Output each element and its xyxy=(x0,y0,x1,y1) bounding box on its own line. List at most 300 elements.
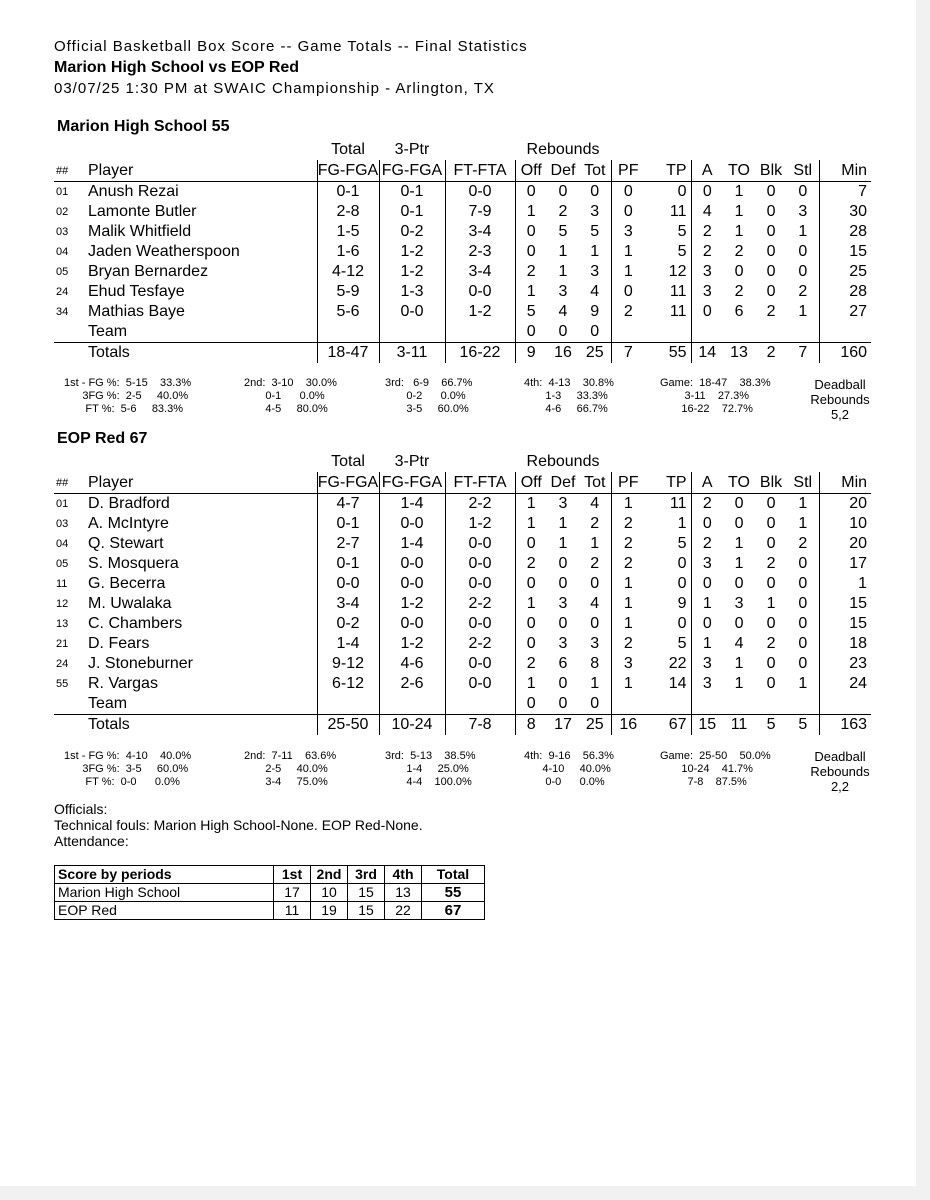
stat-tp: 5 xyxy=(645,242,691,262)
shooting-percentages-p4 xyxy=(524,377,614,416)
officials-line: Officials: xyxy=(54,801,108,817)
stat-to: 0 xyxy=(734,263,744,280)
stat-tp: 11 xyxy=(645,282,691,302)
stat-to: 2 xyxy=(734,243,744,260)
column-header-stl: Stl xyxy=(787,160,819,182)
stat-def: 0 xyxy=(558,615,568,632)
team-row-pf xyxy=(611,322,645,343)
stat-a: 3 xyxy=(702,263,712,280)
team-row-off: 0 xyxy=(515,694,547,715)
page-bottom-edge xyxy=(0,1186,930,1200)
column-header-def: Def xyxy=(547,160,579,182)
score-cell: 19 xyxy=(311,902,348,920)
stat-a: 3 xyxy=(702,555,712,572)
team-row-player: Team xyxy=(88,323,128,340)
percentage-line: 4th: 4-13 30.8% xyxy=(524,377,614,389)
team-row-fg3 xyxy=(379,694,445,715)
stat-def: 1 xyxy=(558,263,568,280)
stat-fg: 0-1 xyxy=(317,514,379,534)
stat-fg: 0-0 xyxy=(317,574,379,594)
stat-fg: 1-6 xyxy=(317,242,379,262)
percentage-line: 3-5 60.0% xyxy=(385,403,469,415)
column-header-fg3: FG-FGA xyxy=(379,160,445,182)
column-header-def: Def xyxy=(547,472,579,494)
jersey-number: 34 xyxy=(56,306,69,318)
stat-tot: 0 xyxy=(579,574,611,594)
group-spacer xyxy=(54,451,317,472)
stat-stl: 1 xyxy=(787,222,819,242)
percentage-line: Game: 18-47 38.3% xyxy=(660,377,771,389)
stat-to: 0 xyxy=(734,515,744,532)
stat-def: 6 xyxy=(558,655,568,672)
player-name: R. Vargas xyxy=(88,675,158,692)
player-name: Lamonte Butler xyxy=(88,203,197,220)
stat-min: 20 xyxy=(849,495,868,512)
stat-ft: 2-2 xyxy=(445,494,515,515)
percentage-line: FT %: 5-6 83.3% xyxy=(64,403,184,415)
player-name: Mathias Baye xyxy=(88,303,185,320)
stat-def: 3 xyxy=(558,283,568,300)
score-by-periods-header xyxy=(55,866,485,884)
stat-fg: 1-4 xyxy=(317,634,379,654)
stat-ft: 0-0 xyxy=(445,674,515,694)
stat-fg3: 1-2 xyxy=(379,634,445,654)
stat-stl: 0 xyxy=(787,594,819,614)
stat-stl: 0 xyxy=(787,574,819,594)
team-row-tp xyxy=(645,694,691,715)
stat-tp: 11 xyxy=(645,494,691,515)
attendance-line: Attendance: xyxy=(54,833,129,849)
totals-tot: 25 xyxy=(579,715,611,736)
column-header-fg: FG-FGA xyxy=(317,472,379,494)
stat-tot: 1 xyxy=(579,534,611,554)
jersey-number: 03 xyxy=(56,226,69,238)
jersey-number: 11 xyxy=(56,578,68,590)
stat-fg3: 0-0 xyxy=(379,614,445,634)
deadball-line: 5,2 xyxy=(830,407,850,422)
stat-pf: 1 xyxy=(623,595,633,612)
stat-tp: 22 xyxy=(645,654,691,674)
group-rebounds: Rebounds xyxy=(526,452,600,470)
stat-def: 1 xyxy=(558,243,568,260)
stat-pf: 1 xyxy=(623,575,633,592)
column-header-ft: FT-FTA xyxy=(445,472,515,494)
stat-fg3: 0-1 xyxy=(379,182,445,203)
player-row xyxy=(54,534,871,554)
stat-fg: 1-5 xyxy=(317,222,379,242)
percentage-line: 1st - FG %: 5-15 33.3% xyxy=(64,377,192,389)
score-by-periods-table xyxy=(54,865,485,920)
score-cell: 13 xyxy=(385,884,422,902)
stat-tot: 3 xyxy=(579,202,611,222)
stat-off: 1 xyxy=(515,594,547,614)
stat-blk: 0 xyxy=(766,515,776,532)
team-row-to xyxy=(723,322,755,343)
team-row-min xyxy=(819,322,871,343)
stat-pf: 0 xyxy=(623,283,633,300)
column-header-fg: FG-FGA xyxy=(317,160,379,182)
stat-blk: 0 xyxy=(766,655,776,672)
team-row-fg xyxy=(317,322,379,343)
stat-tot: 8 xyxy=(579,654,611,674)
stat-off: 0 xyxy=(515,614,547,634)
stat-off: 1 xyxy=(515,202,547,222)
stat-stl: 0 xyxy=(787,262,819,282)
shooting-percentages-p3 xyxy=(385,377,472,416)
stat-fg: 4-12 xyxy=(317,262,379,282)
shooting-percentages-p1 xyxy=(64,750,191,789)
stat-stl: 1 xyxy=(787,674,819,694)
team-row-pf xyxy=(611,694,645,715)
jersey-number: 04 xyxy=(56,246,69,258)
stat-to: 1 xyxy=(734,223,744,240)
team-row-num xyxy=(54,694,85,715)
shooting-percentages-game xyxy=(660,377,771,416)
stat-tp: 0 xyxy=(645,554,691,574)
stat-fg3: 0-2 xyxy=(379,222,445,242)
player-row xyxy=(54,222,871,242)
stat-pf: 2 xyxy=(623,555,633,572)
stat-pf: 2 xyxy=(623,635,633,652)
stat-stl: 1 xyxy=(787,514,819,534)
stat-min: 1 xyxy=(858,575,868,592)
stat-a: 2 xyxy=(702,495,712,512)
column-group-row xyxy=(54,139,871,160)
totals-fg3: 3-11 xyxy=(379,343,445,364)
score-total: 55 xyxy=(422,884,485,902)
stat-tot: 1 xyxy=(579,674,611,694)
jersey-number: 24 xyxy=(56,286,69,298)
stat-ft: 0-0 xyxy=(445,654,515,674)
team-row-ft xyxy=(445,322,515,343)
stat-fg3: 0-0 xyxy=(379,514,445,534)
stat-to: 1 xyxy=(734,535,744,552)
stat-min: 23 xyxy=(849,655,868,672)
stat-a: 0 xyxy=(702,575,712,592)
column-header-num: ## xyxy=(54,160,85,182)
period-header-2nd: 2nd xyxy=(311,866,348,884)
stat-off: 2 xyxy=(515,554,547,574)
page-edge xyxy=(916,0,930,1200)
stat-off: 1 xyxy=(515,514,547,534)
team-row-blk xyxy=(755,694,787,715)
stat-to: 0 xyxy=(734,575,744,592)
team-row-min xyxy=(819,694,871,715)
column-header-row xyxy=(54,160,871,182)
totals-player: Totals xyxy=(85,715,317,736)
stat-min: 7 xyxy=(858,183,868,200)
player-row xyxy=(54,654,871,674)
deadball-rebounds xyxy=(795,749,885,794)
stat-off: 0 xyxy=(515,182,547,203)
stat-fg: 2-8 xyxy=(317,202,379,222)
stat-tot: 0 xyxy=(579,182,611,203)
totals-blk: 5 xyxy=(755,715,787,736)
team-name: EOP Red 67 xyxy=(57,430,148,447)
stat-fg3: 1-4 xyxy=(379,494,445,515)
box-score-table xyxy=(54,139,871,363)
column-header-player: Player xyxy=(85,472,317,494)
stat-pf: 2 xyxy=(623,535,633,552)
jersey-number: 05 xyxy=(56,266,69,278)
group-total: Total xyxy=(331,140,365,158)
shooting-percentages-p2 xyxy=(244,377,337,416)
deadball-line: Deadball xyxy=(814,377,866,392)
totals-off: 8 xyxy=(515,715,547,736)
stat-off: 1 xyxy=(515,674,547,694)
stat-fg: 5-6 xyxy=(317,302,379,322)
percentage-line: 1st - FG %: 4-10 40.0% xyxy=(64,750,192,762)
stat-tot: 0 xyxy=(579,614,611,634)
stat-blk: 0 xyxy=(766,495,776,512)
jersey-number: 55 xyxy=(56,678,69,690)
stat-def: 3 xyxy=(558,495,568,512)
matchup-title: Marion High School vs EOP Red xyxy=(54,59,300,76)
stat-tot: 2 xyxy=(579,554,611,574)
period-header-total: Total xyxy=(422,866,485,884)
stat-tp: 1 xyxy=(645,514,691,534)
totals-fg3: 10-24 xyxy=(379,715,445,736)
stat-ft: 0-0 xyxy=(445,534,515,554)
stat-def: 1 xyxy=(558,535,568,552)
stat-stl: 2 xyxy=(787,282,819,302)
percentage-line: 3-4 75.0% xyxy=(244,776,328,788)
score-total: 67 xyxy=(422,902,485,920)
stat-ft: 2-2 xyxy=(445,594,515,614)
stat-ft: 0-0 xyxy=(445,282,515,302)
stat-ft: 1-2 xyxy=(445,514,515,534)
player-row xyxy=(54,302,871,322)
player-row xyxy=(54,182,871,203)
column-header-min: Min xyxy=(819,160,871,182)
player-row xyxy=(54,282,871,302)
stat-a: 2 xyxy=(702,243,712,260)
stat-a: 4 xyxy=(702,203,712,220)
column-header-off: Off xyxy=(515,472,547,494)
column-header-blk: Blk xyxy=(755,160,787,182)
percentage-line: 4th: 9-16 56.3% xyxy=(524,750,614,762)
totals-to: 11 xyxy=(723,715,755,736)
percentage-line: 1-4 25.0% xyxy=(385,763,469,775)
column-header-tot: Tot xyxy=(579,472,611,494)
stat-min: 15 xyxy=(849,243,868,260)
player-row xyxy=(54,242,871,262)
stat-min: 18 xyxy=(849,635,868,652)
shooting-percentages-p1 xyxy=(64,377,191,416)
stat-min: 15 xyxy=(849,615,868,632)
team-row-a xyxy=(691,322,723,343)
score-row-eop xyxy=(55,902,485,920)
totals-num xyxy=(54,343,85,364)
deadball-line: Deadball xyxy=(814,749,866,764)
totals-off: 9 xyxy=(515,343,547,364)
stat-pf: 0 xyxy=(623,203,633,220)
stat-fg3: 0-1 xyxy=(379,202,445,222)
player-row xyxy=(54,634,871,654)
player-name: Ehud Tesfaye xyxy=(88,283,185,300)
stat-def: 5 xyxy=(558,223,568,240)
score-cell: 11 xyxy=(274,902,311,920)
jersey-number: 05 xyxy=(56,558,69,570)
shooting-percentages-p3 xyxy=(385,750,476,789)
percentage-line: 2-5 40.0% xyxy=(244,763,328,775)
stat-a: 0 xyxy=(702,303,712,320)
stat-stl: 0 xyxy=(787,182,819,203)
stat-blk: 0 xyxy=(766,203,776,220)
stat-ft: 2-3 xyxy=(445,242,515,262)
column-header-pf: PF xyxy=(611,160,645,182)
stat-off: 0 xyxy=(515,634,547,654)
totals-def: 16 xyxy=(547,343,579,364)
stat-blk: 0 xyxy=(766,263,776,280)
stat-a: 2 xyxy=(702,535,712,552)
stat-tp: 9 xyxy=(645,594,691,614)
stat-tot: 5 xyxy=(579,222,611,242)
stat-stl: 0 xyxy=(787,554,819,574)
percentage-line: 7-8 87.5% xyxy=(660,776,747,788)
totals-tot: 25 xyxy=(579,343,611,364)
deadball-rebounds xyxy=(795,377,885,422)
stat-tp: 11 xyxy=(645,302,691,322)
team-row-tot: 0 xyxy=(579,322,611,343)
player-row xyxy=(54,674,871,694)
stat-pf: 2 xyxy=(623,515,633,532)
column-header-fg3: FG-FGA xyxy=(379,472,445,494)
shooting-percentages-p4 xyxy=(524,750,614,789)
totals-tp: 67 xyxy=(645,715,691,736)
group-spacer xyxy=(611,139,871,160)
totals-tp: 55 xyxy=(645,343,691,364)
stat-tp: 0 xyxy=(645,614,691,634)
score-row-marion xyxy=(55,884,485,902)
totals-fg: 18-47 xyxy=(317,343,379,364)
percentage-line: 3-11 27.3% xyxy=(660,390,750,402)
column-header-a: A xyxy=(691,160,723,182)
stat-fg: 5-9 xyxy=(317,282,379,302)
stat-min: 30 xyxy=(849,203,868,220)
stat-min: 24 xyxy=(849,675,868,692)
team-row-blk xyxy=(755,322,787,343)
column-header-stl: Stl xyxy=(787,472,819,494)
column-header-off: Off xyxy=(515,160,547,182)
percentage-line: 2nd: 3-10 30.0% xyxy=(244,377,337,389)
box-score-table xyxy=(54,451,871,735)
stat-a: 2 xyxy=(702,223,712,240)
stat-a: 0 xyxy=(702,615,712,632)
column-header-num: ## xyxy=(54,472,85,494)
stat-ft: 3-4 xyxy=(445,222,515,242)
stat-to: 1 xyxy=(734,555,744,572)
percentage-line: Game: 25-50 50.0% xyxy=(660,750,771,762)
stat-pf: 1 xyxy=(623,615,633,632)
percentage-line: 3rd: 5-13 38.5% xyxy=(385,750,476,762)
column-header-blk: Blk xyxy=(755,472,787,494)
team-row-tp xyxy=(645,322,691,343)
player-row xyxy=(54,202,871,222)
stat-a: 3 xyxy=(702,283,712,300)
stat-tp: 5 xyxy=(645,634,691,654)
stat-def: 0 xyxy=(558,555,568,572)
stat-fg: 3-4 xyxy=(317,594,379,614)
score-cell: 15 xyxy=(348,884,385,902)
stat-fg: 6-12 xyxy=(317,674,379,694)
percentage-line: 3rd: 6-9 66.7% xyxy=(385,377,473,389)
period-header-1st: 1st xyxy=(274,866,311,884)
stat-ft: 2-2 xyxy=(445,634,515,654)
stat-fg3: 1-4 xyxy=(379,534,445,554)
stat-fg3: 1-2 xyxy=(379,242,445,262)
stat-off: 0 xyxy=(515,534,547,554)
player-row xyxy=(54,614,871,634)
team-row-tot: 0 xyxy=(579,694,611,715)
stat-min: 27 xyxy=(849,303,868,320)
stat-blk: 0 xyxy=(766,183,776,200)
jersey-number: 04 xyxy=(56,538,69,550)
stat-a: 1 xyxy=(702,635,712,652)
period-header-3rd: 3rd xyxy=(348,866,385,884)
score-row-team: Marion High School xyxy=(55,884,274,902)
score-cell: 17 xyxy=(274,884,311,902)
stat-tp: 5 xyxy=(645,222,691,242)
stat-def: 2 xyxy=(558,203,568,220)
player-name: A. McIntyre xyxy=(88,515,169,532)
team-rebounds-row xyxy=(54,694,871,715)
team-name: Marion High School 55 xyxy=(57,118,230,135)
stat-a: 0 xyxy=(702,515,712,532)
totals-blk: 2 xyxy=(755,343,787,364)
score-cell: 15 xyxy=(348,902,385,920)
totals-row xyxy=(54,343,871,364)
stat-blk: 0 xyxy=(766,243,776,260)
player-row xyxy=(54,554,871,574)
stat-to: 6 xyxy=(734,303,744,320)
totals-stl: 7 xyxy=(787,343,819,364)
stat-min: 10 xyxy=(849,515,868,532)
stat-tot: 4 xyxy=(579,282,611,302)
group-spacer xyxy=(445,139,515,160)
team-row-off: 0 xyxy=(515,322,547,343)
percentage-line: 0-0 0.0% xyxy=(524,776,605,788)
player-name: Anush Rezai xyxy=(88,183,179,200)
player-row xyxy=(54,594,871,614)
stat-blk: 2 xyxy=(766,303,776,320)
stat-to: 1 xyxy=(734,203,744,220)
stat-blk: 2 xyxy=(766,635,776,652)
jersey-number: 01 xyxy=(56,498,69,510)
stat-blk: 2 xyxy=(766,555,776,572)
totals-min: 163 xyxy=(819,715,871,736)
stat-stl: 1 xyxy=(787,302,819,322)
game-info: 03/07/25 1:30 PM at SWAIC Championship - Arlington, TX xyxy=(54,80,495,97)
jersey-number: 03 xyxy=(56,518,69,530)
stat-min: 28 xyxy=(849,283,868,300)
report-title: Official Basketball Box Score -- Game Totals -- Final Statistics xyxy=(54,38,528,55)
stat-ft: 7-9 xyxy=(445,202,515,222)
stat-fg3: 1-2 xyxy=(379,594,445,614)
stat-blk: 0 xyxy=(766,283,776,300)
team-row-player: Team xyxy=(88,695,128,712)
column-header-ft: FT-FTA xyxy=(445,160,515,182)
score-cell: 22 xyxy=(385,902,422,920)
stat-to: 0 xyxy=(734,495,744,512)
percentage-line: 4-4 100.0% xyxy=(385,776,472,788)
stat-fg3: 0-0 xyxy=(379,554,445,574)
stat-stl: 0 xyxy=(787,242,819,262)
stat-fg3: 2-6 xyxy=(379,674,445,694)
player-row xyxy=(54,262,871,282)
group-total: Total xyxy=(331,452,365,470)
totals-row xyxy=(54,715,871,736)
